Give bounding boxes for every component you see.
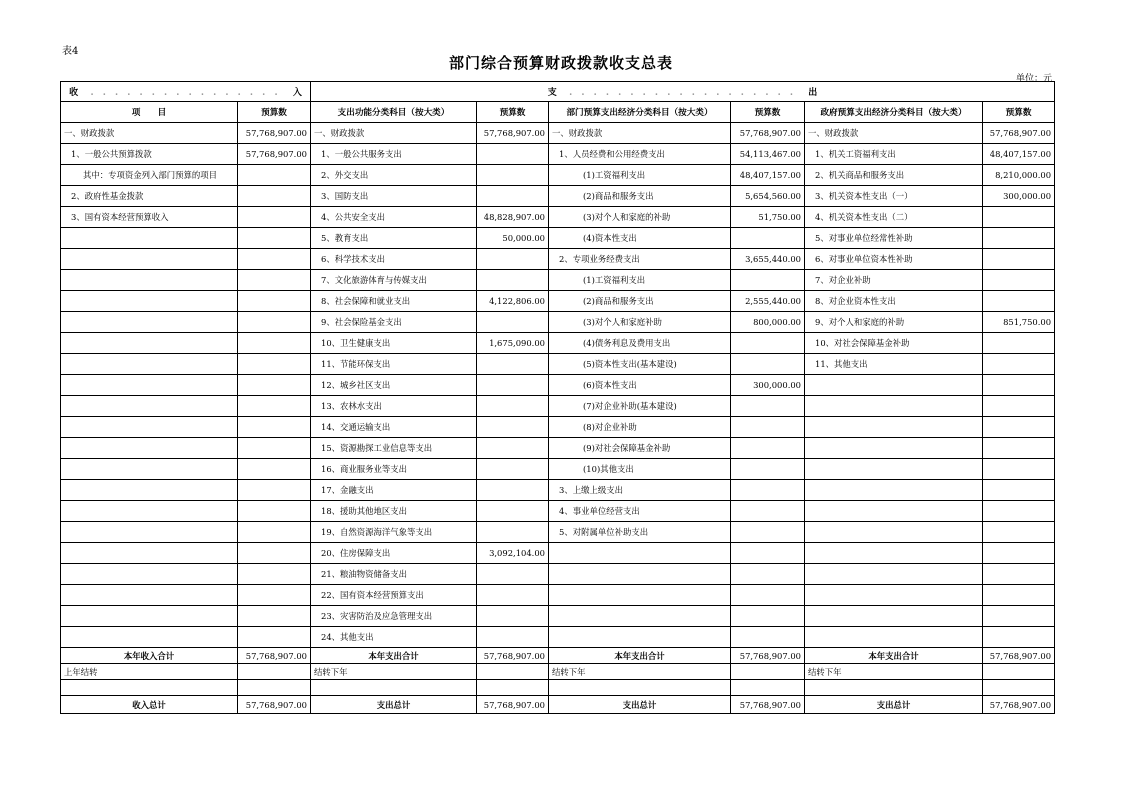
cell-dept-economic-class: (4)资本性支出 xyxy=(549,228,731,249)
carryover-row-cell-income-item: 上年结转 xyxy=(61,664,238,680)
carryover-row-cell-functional-budget xyxy=(477,664,549,680)
table-row xyxy=(61,291,1055,312)
cell-gov-economic-class: 6、对事业单位资本性补助 xyxy=(805,249,983,270)
cell-income-budget xyxy=(238,438,311,459)
expense-section-char-2: 出 xyxy=(808,88,818,98)
cell-gov-economic-budget xyxy=(983,627,1055,648)
cell-dept-economic-class xyxy=(549,564,731,585)
carryover-row-cell-functional-class: 结转下年 xyxy=(311,664,477,680)
cell-functional-class: 23、灾害防治及应急管理支出 xyxy=(311,606,477,627)
table-row xyxy=(61,564,1055,585)
cell-income-budget xyxy=(238,585,311,606)
cell-gov-economic-budget xyxy=(983,207,1055,228)
cell-gov-economic-class: 3、机关资本性支出（一） xyxy=(805,186,983,207)
cell-gov-economic-class xyxy=(805,543,983,564)
cell-dept-economic-class: (2)商品和服务支出 xyxy=(549,186,731,207)
budget-summary-table xyxy=(60,81,1055,714)
carryover-row-cell-gov-economic-budget xyxy=(983,664,1055,680)
cell-income-item xyxy=(61,312,238,333)
cell-gov-economic-class xyxy=(805,627,983,648)
cell-functional-budget xyxy=(477,480,549,501)
cell-income-item xyxy=(61,333,238,354)
cell-functional-class: 6、科学技术支出 xyxy=(311,249,477,270)
cell-dept-economic-class: (2)商品和服务支出 xyxy=(549,291,731,312)
cell-dept-economic-budget xyxy=(731,501,805,522)
cell-functional-budget: 1,675,090.00 xyxy=(477,333,549,354)
year-total-row-cell-gov-economic-class: 本年支出合计 xyxy=(805,648,983,664)
cell-gov-economic-budget: 8,210,000.00 xyxy=(983,165,1055,186)
blank-cell xyxy=(61,680,238,696)
cell-functional-class: 11、节能环保支出 xyxy=(311,354,477,375)
blank-cell xyxy=(731,680,805,696)
cell-dept-economic-budget: 48,407,157.00 xyxy=(731,165,805,186)
cell-income-item xyxy=(61,459,238,480)
table-row xyxy=(61,228,1055,249)
col-header-gov-economic-budget: 预算数 xyxy=(983,102,1055,123)
expense-section-spacer: . . . . . . . . . . . . . . . . . . . xyxy=(556,88,809,98)
cell-functional-budget xyxy=(477,186,549,207)
cell-functional-budget: 48,828,907.00 xyxy=(477,207,549,228)
table-row xyxy=(61,165,1055,186)
table-row xyxy=(61,417,1055,438)
cell-income-item xyxy=(61,438,238,459)
section-header-row xyxy=(61,82,1055,102)
cell-income-item xyxy=(61,522,238,543)
cell-dept-economic-budget xyxy=(731,480,805,501)
cell-functional-class: 5、教育支出 xyxy=(311,228,477,249)
table-row xyxy=(61,606,1055,627)
carryover-row-cell-dept-economic-class: 结转下年 xyxy=(549,664,731,680)
cell-gov-economic-class xyxy=(805,375,983,396)
table-row xyxy=(61,123,1055,144)
table-row xyxy=(61,333,1055,354)
year-total-row-cell-dept-economic-class: 本年支出合计 xyxy=(549,648,731,664)
cell-dept-economic-class: (3)对个人和家庭的补助 xyxy=(549,207,731,228)
cell-dept-economic-class: (3)对个人和家庭补助 xyxy=(549,312,731,333)
blank-cell xyxy=(238,680,311,696)
cell-dept-economic-budget xyxy=(731,564,805,585)
cell-functional-class: 14、交通运输支出 xyxy=(311,417,477,438)
cell-income-budget xyxy=(238,207,311,228)
cell-gov-economic-class xyxy=(805,480,983,501)
cell-gov-economic-class xyxy=(805,501,983,522)
cell-income-item xyxy=(61,249,238,270)
cell-income-budget xyxy=(238,291,311,312)
cell-income-budget xyxy=(238,375,311,396)
blank-cell xyxy=(983,680,1055,696)
col-header-functional-class: 支出功能分类科目（按大类） xyxy=(311,102,477,123)
cell-income-budget xyxy=(238,522,311,543)
unit-label: 单位：元 xyxy=(1015,74,1052,84)
cell-dept-economic-budget xyxy=(731,585,805,606)
grand-total-row-cell-functional-class: 支出总计 xyxy=(311,696,477,714)
cell-gov-economic-budget xyxy=(983,438,1055,459)
cell-functional-budget xyxy=(477,396,549,417)
cell-functional-budget xyxy=(477,375,549,396)
cell-gov-economic-budget xyxy=(983,333,1055,354)
cell-functional-budget xyxy=(477,417,549,438)
cell-income-item xyxy=(61,375,238,396)
cell-dept-economic-budget: 800,000.00 xyxy=(731,312,805,333)
cell-gov-economic-class: 8、对企业资本性支出 xyxy=(805,291,983,312)
cell-functional-class: 7、文化旅游体育与传媒支出 xyxy=(311,270,477,291)
year-total-row-cell-income-budget: 57,768,907.00 xyxy=(238,648,311,664)
table-row xyxy=(61,249,1055,270)
cell-dept-economic-budget: 5,654,560.00 xyxy=(731,186,805,207)
col-header-income-item: 项 目 xyxy=(61,102,238,123)
cell-gov-economic-budget xyxy=(983,354,1055,375)
cell-functional-class: 17、金融支出 xyxy=(311,480,477,501)
cell-functional-budget xyxy=(477,564,549,585)
cell-functional-budget xyxy=(477,438,549,459)
cell-income-item xyxy=(61,627,238,648)
table-row xyxy=(61,438,1055,459)
cell-dept-economic-budget: 300,000.00 xyxy=(731,375,805,396)
cell-income-item xyxy=(61,354,238,375)
cell-gov-economic-budget xyxy=(983,585,1055,606)
cell-gov-economic-class xyxy=(805,396,983,417)
blank-cell xyxy=(477,680,549,696)
cell-income-item: 一、财政拨款 xyxy=(61,123,238,144)
cell-functional-budget xyxy=(477,459,549,480)
cell-functional-budget xyxy=(477,501,549,522)
cell-functional-class: 4、公共安全支出 xyxy=(311,207,477,228)
cell-income-item xyxy=(61,270,238,291)
cell-functional-class: 1、一般公共服务支出 xyxy=(311,144,477,165)
cell-functional-budget xyxy=(477,270,549,291)
year-total-row-cell-income-item: 本年收入合计 xyxy=(61,648,238,664)
cell-dept-economic-class: (7)对企业补助(基本建设) xyxy=(549,396,731,417)
blank-cell xyxy=(549,680,731,696)
cell-income-item xyxy=(61,228,238,249)
blank-cell xyxy=(805,680,983,696)
col-header-income-budget: 预算数 xyxy=(238,102,311,123)
table-row xyxy=(61,522,1055,543)
cell-gov-economic-budget xyxy=(983,270,1055,291)
cell-dept-economic-budget: 54,113,467.00 xyxy=(731,144,805,165)
cell-dept-economic-class: 2、专项业务经费支出 xyxy=(549,249,731,270)
cell-dept-economic-class xyxy=(549,606,731,627)
table-row xyxy=(61,144,1055,165)
cell-gov-economic-class xyxy=(805,522,983,543)
cell-income-item xyxy=(61,564,238,585)
table-row xyxy=(61,543,1055,564)
cell-income-item xyxy=(61,291,238,312)
cell-income-item: 2、政府性基金拨款 xyxy=(61,186,238,207)
cell-gov-economic-class: 11、其他支出 xyxy=(805,354,983,375)
cell-income-budget xyxy=(238,606,311,627)
cell-gov-economic-budget xyxy=(983,375,1055,396)
cell-income-item: 1、一般公共预算拨款 xyxy=(61,144,238,165)
cell-income-item xyxy=(61,585,238,606)
col-header-gov-economic-class: 政府预算支出经济分类科目（按大类） xyxy=(805,102,983,123)
cell-income-item xyxy=(61,543,238,564)
cell-gov-economic-class: 9、对个人和家庭的补助 xyxy=(805,312,983,333)
cell-income-budget xyxy=(238,396,311,417)
grand-total-row-cell-dept-economic-class: 支出总计 xyxy=(549,696,731,714)
cell-dept-economic-budget xyxy=(731,606,805,627)
cell-income-item: 其中：专项资金列入部门预算的项目 xyxy=(61,165,238,186)
cell-dept-economic-budget xyxy=(731,627,805,648)
cell-gov-economic-budget: 300,000.00 xyxy=(983,186,1055,207)
cell-dept-economic-budget xyxy=(731,354,805,375)
table-row xyxy=(61,459,1055,480)
table-row xyxy=(61,480,1055,501)
cell-functional-class: 12、城乡社区支出 xyxy=(311,375,477,396)
cell-functional-budget xyxy=(477,144,549,165)
cell-income-budget xyxy=(238,249,311,270)
cell-gov-economic-budget xyxy=(983,522,1055,543)
cell-dept-economic-class: 3、上缴上级支出 xyxy=(549,480,731,501)
cell-income-item xyxy=(61,606,238,627)
cell-gov-economic-budget xyxy=(983,417,1055,438)
cell-dept-economic-class xyxy=(549,585,731,606)
year-total-row xyxy=(61,648,1055,664)
cell-dept-economic-budget xyxy=(731,459,805,480)
cell-functional-class: 9、社会保险基金支出 xyxy=(311,312,477,333)
table-row xyxy=(61,627,1055,648)
cell-dept-economic-class xyxy=(549,627,731,648)
table-row xyxy=(61,270,1055,291)
cell-dept-economic-budget xyxy=(731,438,805,459)
table-row xyxy=(61,585,1055,606)
cell-income-item xyxy=(61,501,238,522)
expense-section-header xyxy=(311,82,1055,102)
cell-functional-budget xyxy=(477,312,549,333)
cell-functional-class: 15、资源勘探工业信息等支出 xyxy=(311,438,477,459)
col-header-functional-budget: 预算数 xyxy=(477,102,549,123)
year-total-row-cell-functional-class: 本年支出合计 xyxy=(311,648,477,664)
cell-income-budget: 57,768,907.00 xyxy=(238,144,311,165)
cell-income-item xyxy=(61,396,238,417)
cell-dept-economic-class: (8)对企业补助 xyxy=(549,417,731,438)
carryover-row-cell-dept-economic-budget xyxy=(731,664,805,680)
carryover-row xyxy=(61,664,1055,680)
cell-gov-economic-budget: 57,768,907.00 xyxy=(983,123,1055,144)
cell-income-budget xyxy=(238,333,311,354)
cell-gov-economic-class xyxy=(805,459,983,480)
year-total-row-cell-dept-economic-budget: 57,768,907.00 xyxy=(731,648,805,664)
cell-functional-budget xyxy=(477,522,549,543)
cell-income-item xyxy=(61,480,238,501)
cell-gov-economic-class xyxy=(805,564,983,585)
table-row xyxy=(61,396,1055,417)
cell-gov-economic-budget xyxy=(983,396,1055,417)
cell-dept-economic-budget: 2,555,440.00 xyxy=(731,291,805,312)
grand-total-row-cell-gov-economic-class: 支出总计 xyxy=(805,696,983,714)
cell-income-budget xyxy=(238,312,311,333)
cell-gov-economic-class xyxy=(805,606,983,627)
cell-functional-budget xyxy=(477,606,549,627)
cell-dept-economic-class: (9)对社会保障基金补助 xyxy=(549,438,731,459)
cell-functional-class: 8、社会保障和就业支出 xyxy=(311,291,477,312)
cell-functional-budget: 57,768,907.00 xyxy=(477,123,549,144)
cell-gov-economic-class: 2、机关商品和服务支出 xyxy=(805,165,983,186)
cell-functional-budget: 3,092,104.00 xyxy=(477,543,549,564)
col-header-dept-economic-budget: 预算数 xyxy=(731,102,805,123)
cell-dept-economic-class xyxy=(549,543,731,564)
cell-dept-economic-budget xyxy=(731,522,805,543)
table-row xyxy=(61,375,1055,396)
blank-row xyxy=(61,680,1055,696)
cell-gov-economic-budget: 851,750.00 xyxy=(983,312,1055,333)
cell-dept-economic-budget: 57,768,907.00 xyxy=(731,123,805,144)
cell-functional-budget xyxy=(477,354,549,375)
cell-gov-economic-budget xyxy=(983,480,1055,501)
cell-income-budget xyxy=(238,564,311,585)
table-row xyxy=(61,312,1055,333)
cell-functional-budget xyxy=(477,165,549,186)
cell-functional-budget xyxy=(477,249,549,270)
cell-dept-economic-class: (1)工资福利支出 xyxy=(549,165,731,186)
cell-gov-economic-budget xyxy=(983,249,1055,270)
year-total-row-cell-gov-economic-budget: 57,768,907.00 xyxy=(983,648,1055,664)
cell-dept-economic-budget xyxy=(731,396,805,417)
cell-dept-economic-budget: 3,655,440.00 xyxy=(731,249,805,270)
year-total-row-cell-functional-budget: 57,768,907.00 xyxy=(477,648,549,664)
cell-gov-economic-class xyxy=(805,585,983,606)
cell-functional-class: 13、农林水支出 xyxy=(311,396,477,417)
table-number-label: 表4 xyxy=(62,46,79,57)
cell-functional-class: 3、国防支出 xyxy=(311,186,477,207)
cell-functional-budget xyxy=(477,585,549,606)
cell-dept-economic-budget xyxy=(731,228,805,249)
cell-dept-economic-budget xyxy=(731,417,805,438)
cell-gov-economic-class: 10、对社会保障基金补助 xyxy=(805,333,983,354)
blank-cell xyxy=(311,680,477,696)
cell-dept-economic-budget xyxy=(731,333,805,354)
cell-functional-class: 18、援助其他地区支出 xyxy=(311,501,477,522)
cell-gov-economic-budget xyxy=(983,291,1055,312)
cell-functional-budget xyxy=(477,627,549,648)
cell-functional-budget: 50,000.00 xyxy=(477,228,549,249)
cell-dept-economic-class: 4、事业单位经营支出 xyxy=(549,501,731,522)
cell-gov-economic-class xyxy=(805,417,983,438)
cell-income-budget xyxy=(238,186,311,207)
cell-dept-economic-class: 5、对附属单位补助支出 xyxy=(549,522,731,543)
cell-income-item xyxy=(61,417,238,438)
cell-income-budget xyxy=(238,228,311,249)
cell-gov-economic-budget xyxy=(983,228,1055,249)
cell-functional-class: 20、住房保障支出 xyxy=(311,543,477,564)
cell-gov-economic-class: 7、对企业补助 xyxy=(805,270,983,291)
grand-total-row-cell-income-budget: 57,768,907.00 xyxy=(238,696,311,714)
cell-income-budget xyxy=(238,270,311,291)
cell-dept-economic-class: (5)资本性支出(基本建设) xyxy=(549,354,731,375)
cell-income-budget xyxy=(238,627,311,648)
cell-gov-economic-class: 1、机关工资福利支出 xyxy=(805,144,983,165)
cell-gov-economic-budget xyxy=(983,564,1055,585)
cell-functional-class: 21、粮油物资储备支出 xyxy=(311,564,477,585)
cell-income-budget xyxy=(238,165,311,186)
grand-total-row-cell-income-item: 收入总计 xyxy=(61,696,238,714)
grand-total-row-cell-functional-budget: 57,768,907.00 xyxy=(477,696,549,714)
cell-income-budget: 57,768,907.00 xyxy=(238,123,311,144)
cell-gov-economic-class xyxy=(805,438,983,459)
cell-dept-economic-class: (10)其他支出 xyxy=(549,459,731,480)
column-header-row xyxy=(61,102,1055,123)
col-header-dept-economic-class: 部门预算支出经济分类科目（按大类） xyxy=(549,102,731,123)
carryover-row-cell-gov-economic-class: 结转下年 xyxy=(805,664,983,680)
grand-total-row-cell-gov-economic-budget: 57,768,907.00 xyxy=(983,696,1055,714)
cell-income-budget xyxy=(238,480,311,501)
cell-dept-economic-class: 一、财政拨款 xyxy=(549,123,731,144)
cell-gov-economic-budget xyxy=(983,501,1055,522)
income-section-char-1: 收 xyxy=(69,88,79,98)
cell-dept-economic-class: 1、人员经费和公用经费支出 xyxy=(549,144,731,165)
cell-gov-economic-budget xyxy=(983,606,1055,627)
cell-gov-economic-budget xyxy=(983,543,1055,564)
cell-income-budget xyxy=(238,459,311,480)
expense-section-char-1: 支 xyxy=(547,88,557,98)
grand-total-row xyxy=(61,696,1055,714)
cell-gov-economic-budget xyxy=(983,459,1055,480)
cell-gov-economic-class: 5、对事业单位经常性补助 xyxy=(805,228,983,249)
cell-dept-economic-budget: 51,750.00 xyxy=(731,207,805,228)
cell-income-budget xyxy=(238,354,311,375)
cell-income-item: 3、国有资本经营预算收入 xyxy=(61,207,238,228)
cell-income-budget xyxy=(238,417,311,438)
cell-dept-economic-budget xyxy=(731,270,805,291)
carryover-row-cell-income-budget xyxy=(238,664,311,680)
cell-functional-class: 16、商业服务业等支出 xyxy=(311,459,477,480)
table-row xyxy=(61,207,1055,228)
table-row xyxy=(61,354,1055,375)
grand-total-row-cell-dept-economic-budget: 57,768,907.00 xyxy=(731,696,805,714)
cell-gov-economic-class: 一、财政拨款 xyxy=(805,123,983,144)
table-row xyxy=(61,501,1055,522)
page-title: 部门综合预算财政拨款收支总表 xyxy=(448,54,673,72)
cell-gov-economic-budget: 48,407,157.00 xyxy=(983,144,1055,165)
cell-dept-economic-class: (1)工资福利支出 xyxy=(549,270,731,291)
income-section-header xyxy=(61,82,311,102)
income-section-char-2: 入 xyxy=(292,88,302,98)
income-section-spacer: . . . . . . . . . . . . . . . . xyxy=(78,88,293,98)
cell-functional-class: 一、财政拨款 xyxy=(311,123,477,144)
cell-functional-class: 10、卫生健康支出 xyxy=(311,333,477,354)
cell-income-budget xyxy=(238,501,311,522)
table-row xyxy=(61,186,1055,207)
cell-functional-class: 22、国有资本经营预算支出 xyxy=(311,585,477,606)
cell-functional-class: 2、外交支出 xyxy=(311,165,477,186)
cell-income-budget xyxy=(238,543,311,564)
cell-dept-economic-class: (4)债务利息及费用支出 xyxy=(549,333,731,354)
cell-dept-economic-class: (6)资本性支出 xyxy=(549,375,731,396)
cell-functional-class: 19、自然资源海洋气象等支出 xyxy=(311,522,477,543)
cell-functional-budget: 4,122,806.00 xyxy=(477,291,549,312)
cell-gov-economic-class: 4、机关资本性支出（二） xyxy=(805,207,983,228)
cell-dept-economic-budget xyxy=(731,543,805,564)
cell-functional-class: 24、其他支出 xyxy=(311,627,477,648)
